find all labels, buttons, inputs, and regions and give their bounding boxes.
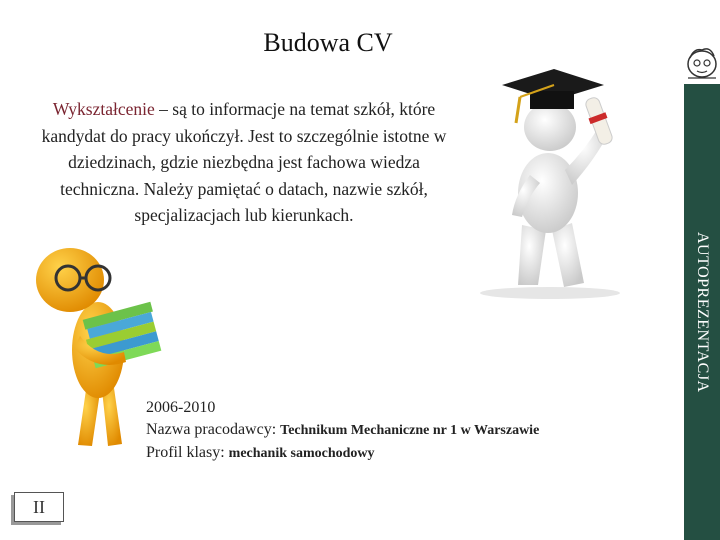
education-details	[146, 397, 539, 465]
education-keyword: Wykształcenie	[52, 99, 155, 119]
sidebar-label-text: AUTOPREZENTACJA	[694, 231, 711, 393]
thinking-face-icon	[684, 44, 720, 82]
education-text: – są to informacje na temat szkół, które kandydat do pracy ukończył. Jest to szczególnie istotne w dziedzinach, gdzie niezbędna jest fachowa wiedza techniczna. Należy pamiętać o datach, nazwie szkół, specjalizacjach lub kierunkach.	[41, 99, 447, 225]
employer-line	[146, 419, 539, 442]
employer-value: Technikum Mechaniczne nr 1 w Warszawie	[280, 423, 540, 438]
graduate-figure-icon	[460, 65, 640, 303]
slide-number: II	[14, 492, 64, 522]
class-profile-line	[146, 442, 539, 465]
employer-label: Nazwa pracodawcy:	[146, 421, 281, 438]
education-years: 2006-2010	[146, 399, 216, 416]
class-profile-label: Profil klasy:	[146, 444, 229, 461]
education-description	[28, 96, 460, 229]
slide-title: Budowa CV	[263, 28, 393, 57]
sidebar-label	[684, 84, 720, 540]
class-profile-value: mechanik samochodowy	[228, 446, 375, 461]
